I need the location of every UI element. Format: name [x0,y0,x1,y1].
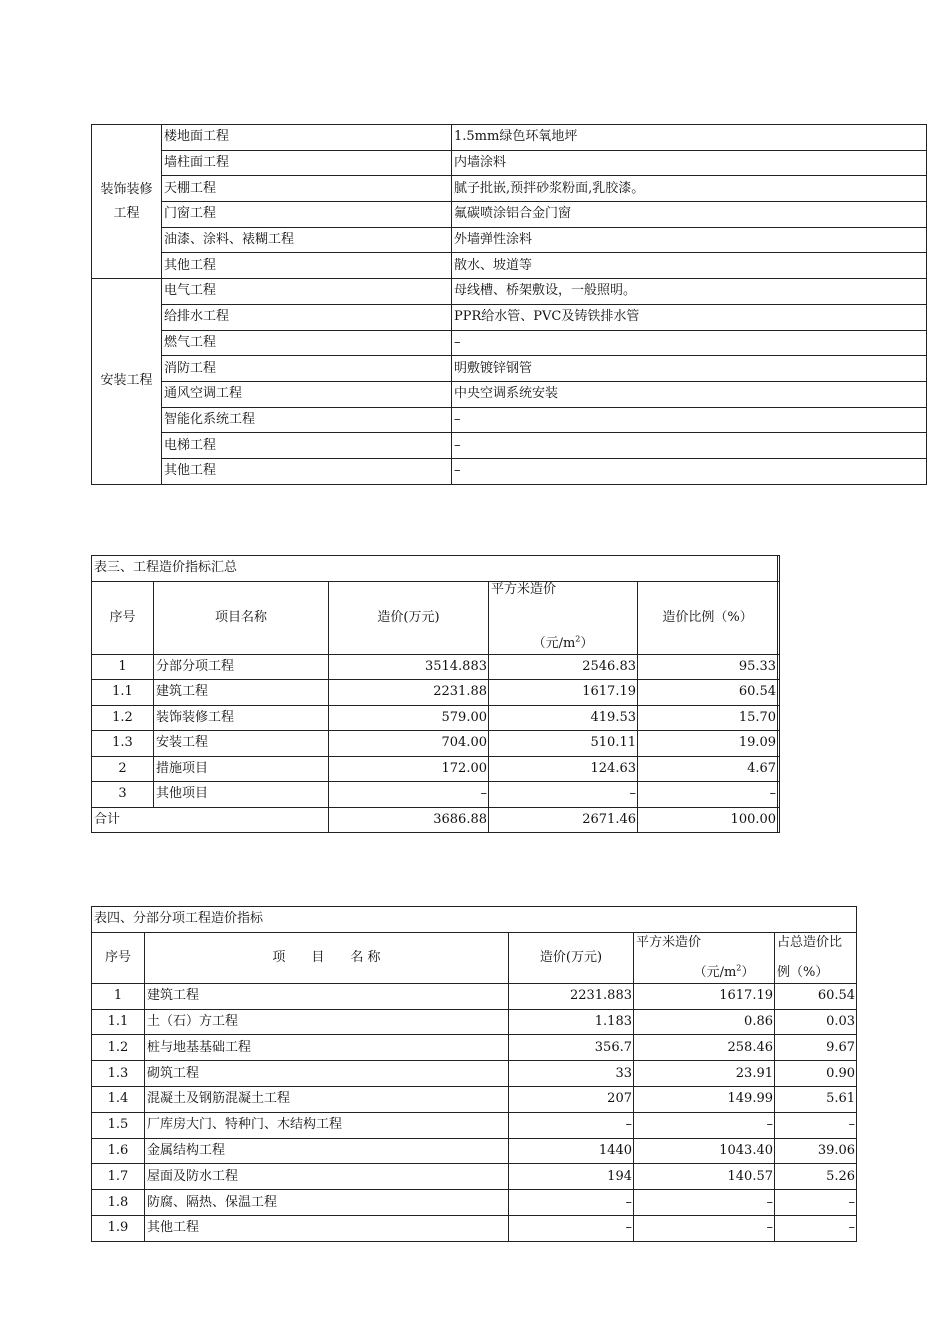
row-cost: – [329,782,489,808]
header-cost: 造价(万元) [329,581,489,654]
row-ratio: 0.90 [775,1061,857,1087]
desc-cell: 中央空调系统安装 [452,381,927,407]
table-row [92,253,927,279]
table-row [92,1009,857,1035]
row-ratio: – [775,1112,857,1138]
row-no: 1.5 [92,1112,145,1138]
row-cost: 2231.88 [329,680,489,706]
header-name: 项目名称 [154,581,329,654]
item-cell: 其他工程 [162,253,452,279]
row-ratio: 39.06 [775,1138,857,1164]
row-cost: 579.00 [329,705,489,731]
row-ratio: 0.03 [775,1009,857,1035]
item-cell: 消防工程 [162,356,452,382]
table-title: 表四、分部分项工程造价指标 [92,907,857,933]
header-unit-cost [634,932,775,983]
desc-cell: – [452,330,927,356]
row-name: 安装工程 [154,731,329,757]
row-ratio: 60.54 [638,680,778,706]
table-row [92,1138,857,1164]
table-row [92,782,780,808]
header-ratio-bottom: 例（%） [777,964,829,980]
row-name: 装饰装修工程 [154,705,329,731]
table-row [92,731,780,757]
cost-summary-table [91,555,780,833]
row-unit-cost: – [634,1190,775,1216]
header-row [92,581,780,654]
row-cost: 194 [509,1164,634,1190]
row-ratio: 5.61 [775,1086,857,1112]
table-row [92,1164,857,1190]
row-no: 1.4 [92,1086,145,1112]
row-name: 屋面及防水工程 [145,1164,509,1190]
row-unit-cost: 510.11 [489,731,638,757]
table-row [92,176,927,202]
row-name: 分部分项工程 [154,654,329,680]
construction-table-body [92,125,927,485]
edge-cell [778,705,780,731]
row-ratio: 60.54 [775,983,857,1009]
desc-cell: – [452,458,927,484]
header-no: 序号 [92,581,154,654]
row-cost: 3514.883 [329,654,489,680]
desc-cell: 明敷镀锌钢管 [452,356,927,382]
row-cost: 356.7 [509,1035,634,1061]
edge-cell [778,731,780,757]
category-cell: 装饰装修工程 [92,125,162,279]
row-unit-cost: 23.91 [634,1061,775,1087]
row-ratio: 9.67 [775,1035,857,1061]
desc-cell: 1.5mm绿色环氧地坪 [452,125,927,151]
header-name: 项 目 名 称 [145,932,509,983]
total-unit-cost: 2671.46 [489,807,638,833]
row-cost: 704.00 [329,731,489,757]
row-name: 厂库房大门、特种门、木结构工程 [145,1112,509,1138]
item-cell: 门窗工程 [162,202,452,228]
table-row [92,125,927,151]
row-name: 建筑工程 [145,983,509,1009]
row-ratio: 95.33 [638,654,778,680]
table-row [92,983,857,1009]
table-row [92,1190,857,1216]
header-unit-cost-title: 平方米造价 [636,934,702,950]
desc-cell: PPR给水管、PVC及铸铁排水管 [452,304,927,330]
table-row [92,1061,857,1087]
table-row [92,1035,857,1061]
item-cell: 墙柱面工程 [162,150,452,176]
edge-cell [778,756,780,782]
header-ratio [775,932,857,983]
row-ratio: – [775,1190,857,1216]
item-cell: 电梯工程 [162,433,452,459]
row-no: 1.3 [92,1061,145,1087]
table-row [92,654,780,680]
total-ratio: 100.00 [638,807,778,833]
row-name: 桩与地基基础工程 [145,1035,509,1061]
edge-cell [778,782,780,808]
row-unit-cost: 0.86 [634,1009,775,1035]
row-cost: 1440 [509,1138,634,1164]
table-row [92,433,927,459]
row-name: 砌筑工程 [145,1061,509,1087]
desc-cell: 腻子批嵌,预拌砂浆粉面,乳胶漆。 [452,176,927,202]
desc-cell: 外墙弹性涂料 [452,227,927,253]
desc-cell: 母线槽、桥架敷设，一般照明。 [452,279,927,305]
row-unit-cost: 1617.19 [634,983,775,1009]
row-no: 1.2 [92,1035,145,1061]
row-unit-cost: 419.53 [489,705,638,731]
table-row [92,330,927,356]
header-unit-cost-unit: （元$/m^2$） [693,963,755,980]
row-cost: – [509,1190,634,1216]
table-row [92,705,780,731]
row-ratio: – [775,1215,857,1241]
item-cell: 给排水工程 [162,304,452,330]
row-unit-cost: – [489,782,638,808]
row-unit-cost: 149.99 [634,1086,775,1112]
category-cell: 安装工程 [92,279,162,485]
row-unit-cost: 2546.83 [489,654,638,680]
table-row [92,279,927,305]
row-unit-cost: 258.46 [634,1035,775,1061]
row-no: 1.1 [92,1009,145,1035]
table-row [92,381,927,407]
header-ratio: 造价比例（%） [638,581,778,654]
row-no: 1.1 [92,680,154,706]
row-unit-cost: 1617.19 [489,680,638,706]
row-name: 防腐、隔热、保温工程 [145,1190,509,1216]
row-no: 1.6 [92,1138,145,1164]
item-cell: 燃气工程 [162,330,452,356]
table-title-row [92,907,857,933]
table-row [92,150,927,176]
desc-cell: 内墙涂料 [452,150,927,176]
row-name: 混凝土及钢筋混凝土工程 [145,1086,509,1112]
row-no: 1 [92,654,154,680]
row-no: 1.7 [92,1164,145,1190]
row-name: 建筑工程 [154,680,329,706]
row-no: 1.8 [92,1190,145,1216]
desc-cell: 散水、坡道等 [452,253,927,279]
row-ratio: 15.70 [638,705,778,731]
row-no: 1.9 [92,1215,145,1241]
item-cell: 智能化系统工程 [162,407,452,433]
row-unit-cost: 140.57 [634,1164,775,1190]
row-unit-cost: – [634,1112,775,1138]
row-no: 3 [92,782,154,808]
row-cost: 2231.883 [509,983,634,1009]
header-unit-cost [489,581,638,654]
table-row [92,1112,857,1138]
item-cell: 电气工程 [162,279,452,305]
table-row [92,1086,857,1112]
row-ratio: – [638,782,778,808]
row-cost: – [509,1112,634,1138]
table-row [92,202,927,228]
row-name: 其他项目 [154,782,329,808]
header-unit-cost-unit: （元$/m^2$） [532,634,594,651]
table-row [92,1215,857,1241]
row-name: 土（石）方工程 [145,1009,509,1035]
edge-cell [778,581,780,654]
total-cost: 3686.88 [329,807,489,833]
row-cost: 1.183 [509,1009,634,1035]
row-ratio: 4.67 [638,756,778,782]
table-row [92,356,927,382]
edge-cell [778,807,780,833]
edge-cell [778,654,780,680]
row-no: 1.2 [92,705,154,731]
row-no: 2 [92,756,154,782]
row-no: 1.3 [92,731,154,757]
header-row [92,932,857,983]
desc-cell: – [452,407,927,433]
row-cost: 207 [509,1086,634,1112]
total-row [92,807,780,833]
row-name: 金属结构工程 [145,1138,509,1164]
row-name: 措施项目 [154,756,329,782]
row-cost: 33 [509,1061,634,1087]
header-cost: 造价(万元) [509,932,634,983]
table-title: 表三、工程造价指标汇总 [92,556,778,582]
desc-cell: – [452,433,927,459]
table-row [92,304,927,330]
header-ratio-top: 占总造价比 [777,934,843,950]
row-unit-cost: – [634,1215,775,1241]
construction-description-table [91,124,927,485]
table-row [92,227,927,253]
edge-cell [778,680,780,706]
table-row [92,756,780,782]
table-row [92,407,927,433]
row-ratio: 5.26 [775,1164,857,1190]
table-row [92,458,927,484]
edge-cell [778,556,780,582]
table-title-row [92,556,780,582]
header-unit-cost-title: 平方米造价 [491,581,557,597]
item-cell: 其他工程 [162,458,452,484]
row-unit-cost: 1043.40 [634,1138,775,1164]
row-name: 其他工程 [145,1215,509,1241]
division-cost-table [91,906,857,1242]
row-cost: – [509,1215,634,1241]
item-cell: 楼地面工程 [162,125,452,151]
row-no: 1 [92,983,145,1009]
item-cell: 通风空调工程 [162,381,452,407]
desc-cell: 氟碳喷涂铝合金门窗 [452,202,927,228]
total-label: 合计 [92,807,329,833]
row-unit-cost: 124.63 [489,756,638,782]
row-cost: 172.00 [329,756,489,782]
header-no: 序号 [92,932,145,983]
item-cell: 油漆、涂料、裱糊工程 [162,227,452,253]
row-ratio: 19.09 [638,731,778,757]
table-row [92,680,780,706]
item-cell: 天棚工程 [162,176,452,202]
